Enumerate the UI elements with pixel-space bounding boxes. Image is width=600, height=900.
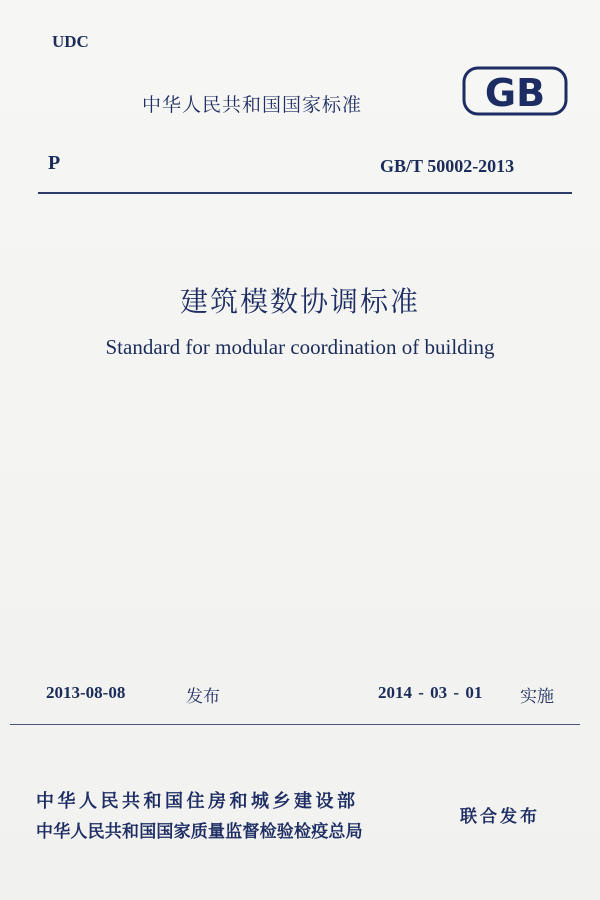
classification-code: P (48, 152, 61, 174)
gb-logo (462, 66, 568, 116)
udc-label: UDC (52, 32, 89, 51)
gb-logo-text: GB (484, 71, 546, 115)
title-english: Standard for modular coordination of building (105, 335, 495, 359)
title-chinese: 建筑模数协调标准 (179, 285, 420, 318)
publisher-line-2: 中华人民共和国国家质量监督检验检疫总局 (36, 822, 363, 842)
implement-date: 2014 - 03 - 01 (378, 683, 483, 702)
footer-divider (10, 724, 580, 725)
issue-label: 发布 (186, 687, 220, 707)
publisher-line-1: 中华人民共和国住房和城乡建设部 (36, 791, 359, 812)
issue-date: 2013-08-08 (46, 683, 126, 702)
issuer-title: 中华人民共和国国家标准 (142, 94, 363, 116)
implement-label: 实施 (520, 687, 554, 707)
joint-publish-label: 联合发布 (460, 807, 540, 827)
header-divider (38, 192, 572, 194)
standard-number: GB/T 50002-2013 (380, 156, 515, 176)
gb-logo-icon (462, 66, 568, 116)
